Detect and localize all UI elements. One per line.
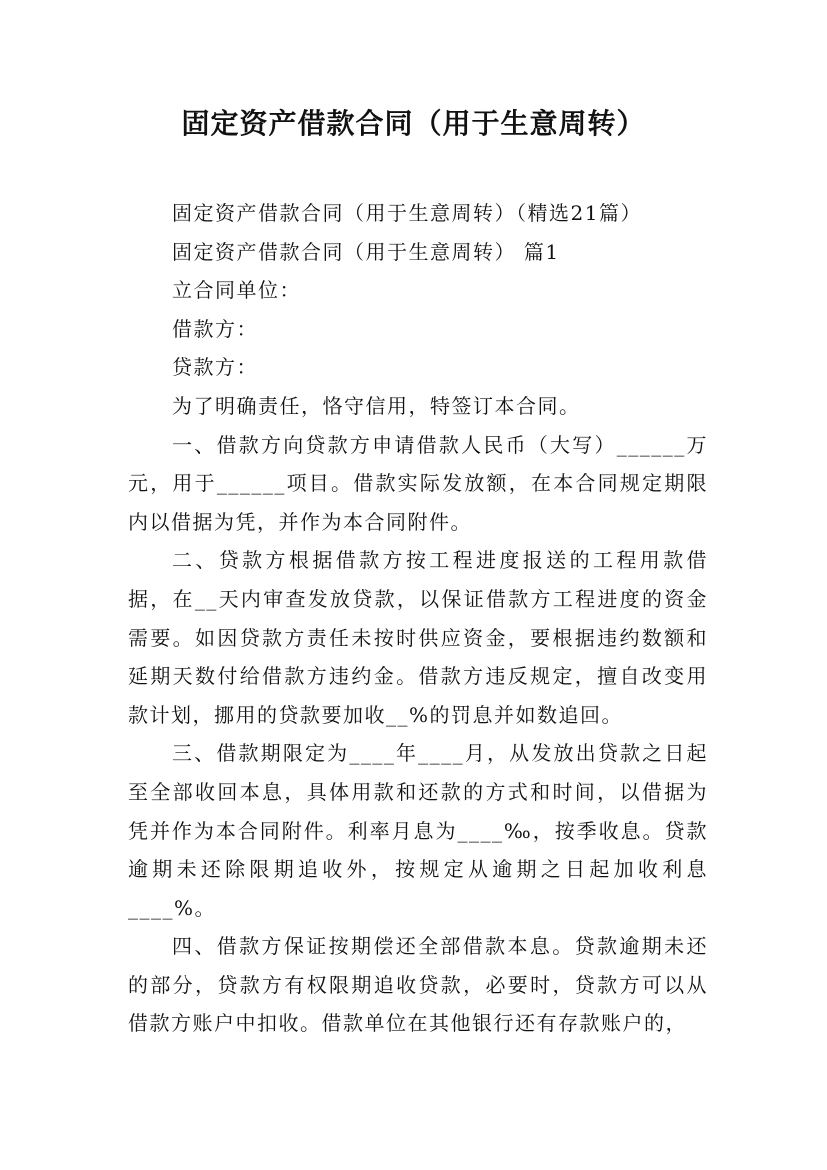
purpose-statement: 为了明确责任，恪守信用，特签订本合同。 <box>172 393 581 418</box>
clause-1: 一、借款方向贷款方申请借款人民币（大写）______万元，用于______项目。借款实际发放额，在本合同规定期限内以借据为凭，并作为本合同附件。 <box>128 432 708 534</box>
document-title: 固定资产借款合同（用于生意周转） <box>181 107 646 140</box>
clause-3: 三、借款期限定为____年____月，从发放出贷款之日起至全部收回本息，具体用款和还款的方式和时间，以借据为凭并作为本合同附件。利率月息为____‰，按季收息。贷款逾期未还除限期追收外，按规定从逾期之日起加收利息____%。 <box>128 741 708 920</box>
lender-label: 贷款方： <box>172 355 258 380</box>
clause-4: 四、借款方保证按期偿还全部借款本息。贷款逾期未还的部分，贷款方有权限期追收贷款，必要时，贷款方可以从借款方账户中扣收。借款单位在其他银行还有存款账户的， <box>128 934 708 1036</box>
article-heading: 固定资产借款合同（用于生意周转） 篇1 <box>172 239 560 264</box>
clause-2: 二、贷款方根据借款方按工程进度报送的工程用款借据，在__天内审查发放贷款，以保证借款方工程进度的资金需要。如因贷款方责任未按时供应资金，要根据违约数额和延期天数付给借款方违约金。借款方违反规定，擅自改变用款计划，挪用的贷款要加收__%的罚息并如数追回。 <box>128 548 708 727</box>
document-subtitle: 固定资产借款合同（用于生意周转）（精选21篇） <box>172 201 642 225</box>
document-body <box>128 194 708 1043</box>
party-unit-label: 立合同单位： <box>172 278 301 303</box>
borrower-label: 借款方： <box>172 316 258 341</box>
